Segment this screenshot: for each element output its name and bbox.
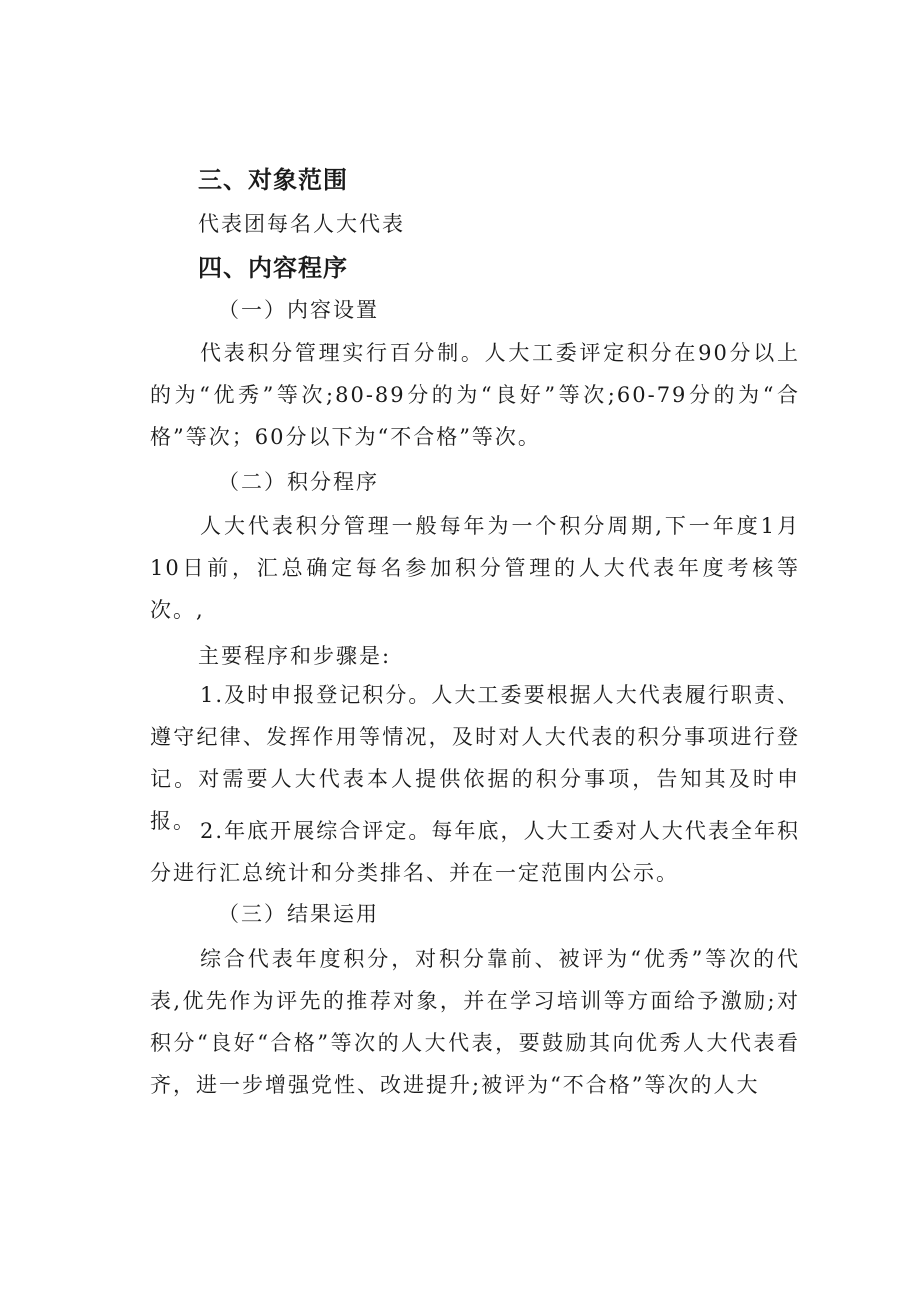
subheading-scoring-procedure: （二）积分程序 <box>218 470 379 494</box>
section-heading-scope: 三、对象范围 <box>198 166 348 194</box>
section-heading-content-procedure: 四、内容程序 <box>198 254 348 282</box>
paragraph-step-2: 2.年底开展综合评定。每年底，人大工委对人大代表全年积分进行汇总统计和分类排名、并在一定范围内公示。 <box>150 819 800 885</box>
steps-intro: 主要程序和步骤是: <box>198 644 392 668</box>
paragraph-content-setting: 代表积分管理实行百分制。人大工委评定积分在90分以上的为“优秀”等次;80-89分的为“良好”等次;60-79分的为“合格”等次；60分以下为“不合格”等次。 <box>150 341 800 449</box>
paragraph-scoring-cycle: 人大代表积分管理一般每年为一个积分周期,下一年度1月10日前，汇总确定每名参加积分管理的人大代表年度考核等次。, <box>150 514 800 622</box>
paragraph-step-1: 1.及时申报登记积分。人大工委要根据人大代表履行职责、遵守纪律、发挥作用等情况，及时对人大代表的积分事项进行登记。对需要人大代表本人提供依据的积分事项，告知其及时申报。 <box>150 683 800 833</box>
subheading-results-application: （三）结果运用 <box>218 902 379 926</box>
subheading-content-setting: （一）内容设置 <box>218 298 379 322</box>
scope-text: 代表团每名人大代表 <box>198 212 405 236</box>
paragraph-results-application: 综合代表年度积分，对积分靠前、被评为“优秀”等次的代表,优先作为评先的推荐对象，并在学习培训等方面给予激励;对积分“良好“合格”等次的人大代表，要鼓励其向优秀人大代表看齐，进一步增强党性、改进提升;被评为“不合格”等次的人大 <box>150 947 800 1097</box>
